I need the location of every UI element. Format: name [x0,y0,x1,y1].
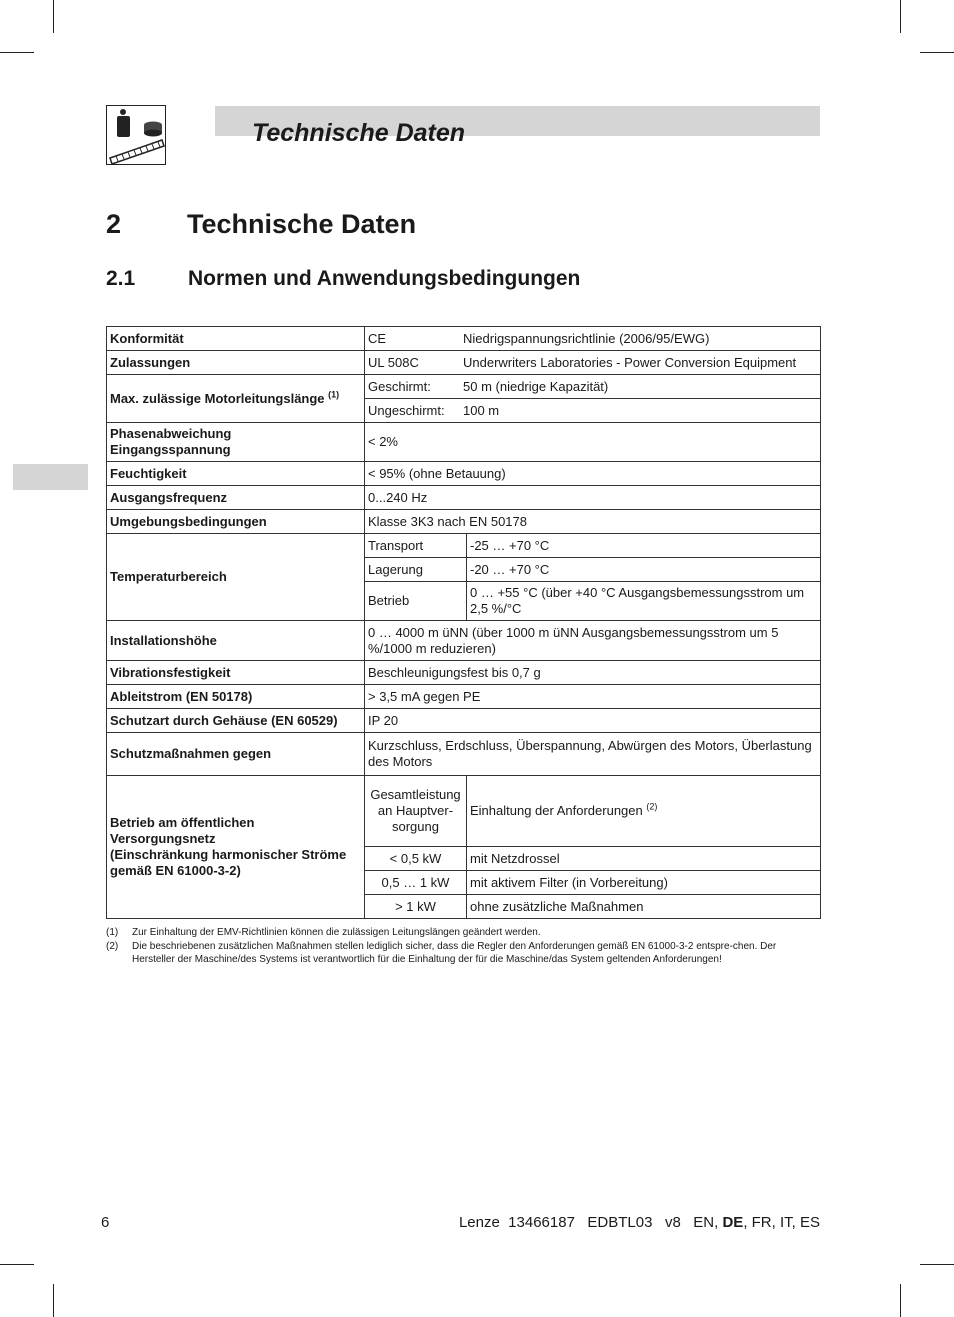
cell-value: -20 … +70 °C [467,558,821,582]
cell-value: Beschleunigungsfest bis 0,7 g [365,661,821,685]
subheader-key: sorgung [392,819,439,834]
footnote [106,926,820,940]
footer-lang-rest: , FR, IT, ES [743,1214,820,1231]
footnote-text: Die beschriebenen zusätzlichen Maßnahmen stellen lediglich sicher, dass die Regler den Anforderungen gemäß EN 61000-3-2 entspre-chen. Der Hersteller der Maschine/des Systems ist verantwortlich für die Einhaltung der für die Maschine/das System geltenden Anforderungen! [132,940,777,965]
footnote [106,940,820,967]
row-label: Ableitstrom (EN 50178) [107,685,365,709]
row-label: Konformität [107,327,365,351]
row-label: Phasenabweichung [110,426,232,441]
cell-key: 0,5 … 1 kW [365,871,467,895]
page-number: 6 [101,1214,110,1231]
footnote-ref: (2) [646,801,658,812]
table-row [107,685,821,709]
table-row [107,776,821,847]
row-label: Ausgangsfrequenz [107,486,365,510]
table-row [107,375,821,399]
technical-data-icon [106,105,166,165]
crop-mark [900,0,901,33]
table-row [107,486,821,510]
table-row [107,621,821,661]
cell-value: mit Netzdrossel [467,847,821,871]
table-row [107,709,821,733]
footnotes [106,926,820,967]
table-row [107,661,821,685]
subheader-value: Einhaltung der Anforderungen [470,803,643,818]
cell-value: -25 … +70 °C [467,534,821,558]
row-label: Eingangsspannung [110,442,231,457]
cell-key: Lagerung [365,558,467,582]
row-label: Schutzmaßnahmen gegen [107,733,365,776]
section-title: Normen und Anwendungsbedingungen [188,267,581,290]
footnote-number: (2) [106,940,119,952]
cell-value: 0...240 Hz [365,486,821,510]
crop-mark [0,52,34,53]
cell-value: mit aktivem Filter (in Vorbereitung) [467,871,821,895]
row-label: Vibrationsfestigkeit [107,661,365,685]
subheader-key: Gesamtleistung [370,787,461,802]
crop-mark [900,1284,901,1317]
header-title: Technische Daten [252,119,466,147]
chapter-tab-marker [13,464,88,490]
crop-mark [0,1264,34,1265]
table-row [107,733,821,776]
footer-doc: Lenze 13466187 EDBTL03 v8 EN, [458,1214,723,1231]
row-label: Max. zulässige Motorleitungslänge [110,390,325,406]
footer-doc-info [459,1214,820,1231]
crop-mark [53,1284,54,1317]
cell-value: 100 m [463,402,500,418]
table-row [107,462,821,486]
cell-value: 50 m (niedrige Kapazität) [463,378,609,394]
cell-value: > 3,5 mA gegen PE [365,685,821,709]
cell-key: CE [368,330,387,346]
cell-key: Geschirmt: [368,378,431,394]
row-label: Umgebungsbedingungen [107,510,365,534]
section-number: 2.1 [106,267,136,290]
table-row [107,534,821,558]
footer-lang-current: DE [722,1214,744,1231]
table-row [107,423,821,462]
cell-value: Kurzschluss, Erdschluss, Überspannung, Abwürgen des Motors, Überlastung des Motors [365,733,821,776]
row-label: Installationshöhe [107,621,365,661]
cell-value: 0 … 4000 m üNN (über 1000 m üNN Ausgangsbemessungsstrom um 5 %/1000 m reduzieren) [365,621,821,661]
cell-value: ohne zusätzliche Maßnahmen [467,895,821,919]
cell-value: < 95% (ohne Betauung) [365,462,821,486]
row-label: (Einschränkung harmonischer Ströme [110,847,347,862]
chapter-title: Technische Daten [187,209,417,239]
row-label: Schutzart durch Gehäuse (EN 60529) [107,709,365,733]
cell-key: UL 508C [368,354,419,370]
cell-key: > 1 kW [365,895,467,919]
row-label: Temperaturbereich [107,534,365,621]
table-row [107,351,821,375]
row-label: gemäß EN 61000-3-2) [110,863,241,878]
row-label: Zulassungen [107,351,365,375]
chapter-number: 2 [106,209,122,239]
cell-value: Niedrigspannungsrichtlinie (2006/95/EWG) [463,330,710,346]
cell-value: 0 … +55 °C (über +40 °C Ausgangsbemessungsstrom um 2,5 %/°C [467,582,821,621]
row-label: Feuchtigkeit [107,462,365,486]
cell-value: Underwriters Laboratories - Power Conversion Equipment [463,354,797,370]
spec-table [106,326,821,919]
crop-mark [920,1264,954,1265]
table-row [107,327,821,351]
row-label: Versorgungsnetz [110,831,216,846]
footnote-text: Zur Einhaltung der EMV-Richtlinien können die zulässigen Leitungslängen geändert werden. [132,927,541,938]
cell-value: Klasse 3K3 nach EN 50178 [365,510,821,534]
subheader-key: an Hauptver- [377,803,454,818]
cell-key: Betrieb [365,582,467,621]
row-label: Betrieb am öffentlichen [110,815,255,830]
table-row [107,510,821,534]
crop-mark [53,0,54,33]
cell-value: IP 20 [365,709,821,733]
cell-key: Transport [365,534,467,558]
cell-key: < 0,5 kW [365,847,467,871]
cell-value: < 2% [365,423,821,462]
footnote-number: (1) [106,927,119,938]
crop-mark [920,52,954,53]
footnote-ref: (1) [328,389,340,400]
cell-key: Ungeschirmt: [368,402,445,418]
